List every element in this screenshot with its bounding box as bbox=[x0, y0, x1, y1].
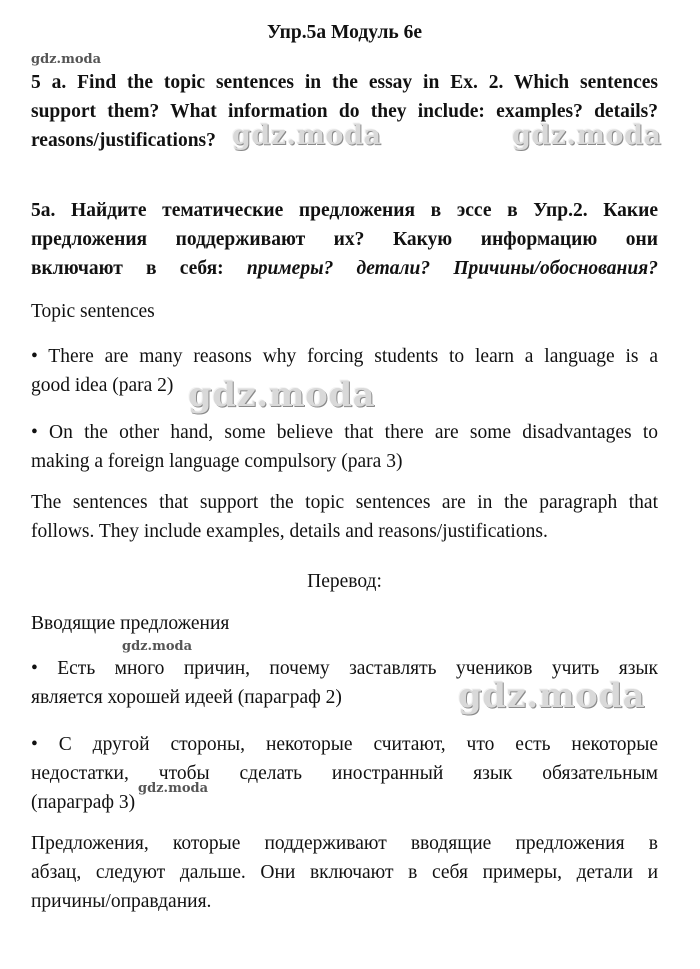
watermark-small: gdz.moda bbox=[31, 52, 102, 67]
task-russian-line: предложения поддерживают их? Какую информацию они bbox=[31, 229, 658, 250]
topic-heading: Topic sentences bbox=[31, 301, 155, 322]
watermark-small: gdz.moda bbox=[122, 639, 193, 654]
watermark: gdz.moda bbox=[188, 375, 376, 415]
task-russian-line: 5a. Найдите тематические предложения в эссе в Упр.2. Какие bbox=[31, 200, 658, 221]
bullet-english-1: • There are many reasons why forcing students to learn a language is a good idea (para 2) bbox=[31, 346, 658, 396]
watermark-small: gdz.moda bbox=[138, 781, 209, 796]
russian-heading: Вводящие предложения bbox=[31, 613, 230, 634]
translation-heading: Перевод: bbox=[307, 571, 382, 592]
task-russian-line: включают в себя: примеры? детали? Причины/обоснования? bbox=[31, 258, 658, 279]
task-russian bbox=[31, 196, 658, 283]
support-paragraph: The sentences that support the topic sentences are in the paragraph that follows. They include examples, details and reasons/justifications. bbox=[31, 492, 658, 542]
task-english-line: reasons/justifications? bbox=[31, 130, 216, 151]
task-english-line: 5 a. Find the topic sentences in the essay in Ex. 2. Which sentences bbox=[31, 72, 658, 93]
page-title: Упр.5a Модуль 6e bbox=[266, 22, 423, 43]
task-english-line: support them? What information do they include: examples? details? bbox=[31, 101, 658, 122]
russian-paragraph: Предложения, которые поддерживают вводящие предложения в абзац, следуют дальше. Они включают в себя примеры, детали и причины/оправдания. bbox=[31, 833, 658, 912]
bullet-russian-1: • Есть много причин, почему заставлять учеников учить язык является хорошей идеей (параграф 2) bbox=[31, 658, 658, 708]
watermark: gdz.moda bbox=[232, 120, 382, 151]
watermark: gdz.moda bbox=[458, 676, 646, 716]
watermark: gdz.moda bbox=[512, 120, 662, 151]
bullet-russian-2: • С другой стороны, некоторые считают, что есть некоторые недостатки, чтобы сделать иностранный язык обязательным (параграф 3) bbox=[31, 734, 658, 813]
bullet-english-2: • On the other hand, some believe that there are some disadvantages to making a foreign language compulsory (para 3) bbox=[31, 422, 658, 472]
